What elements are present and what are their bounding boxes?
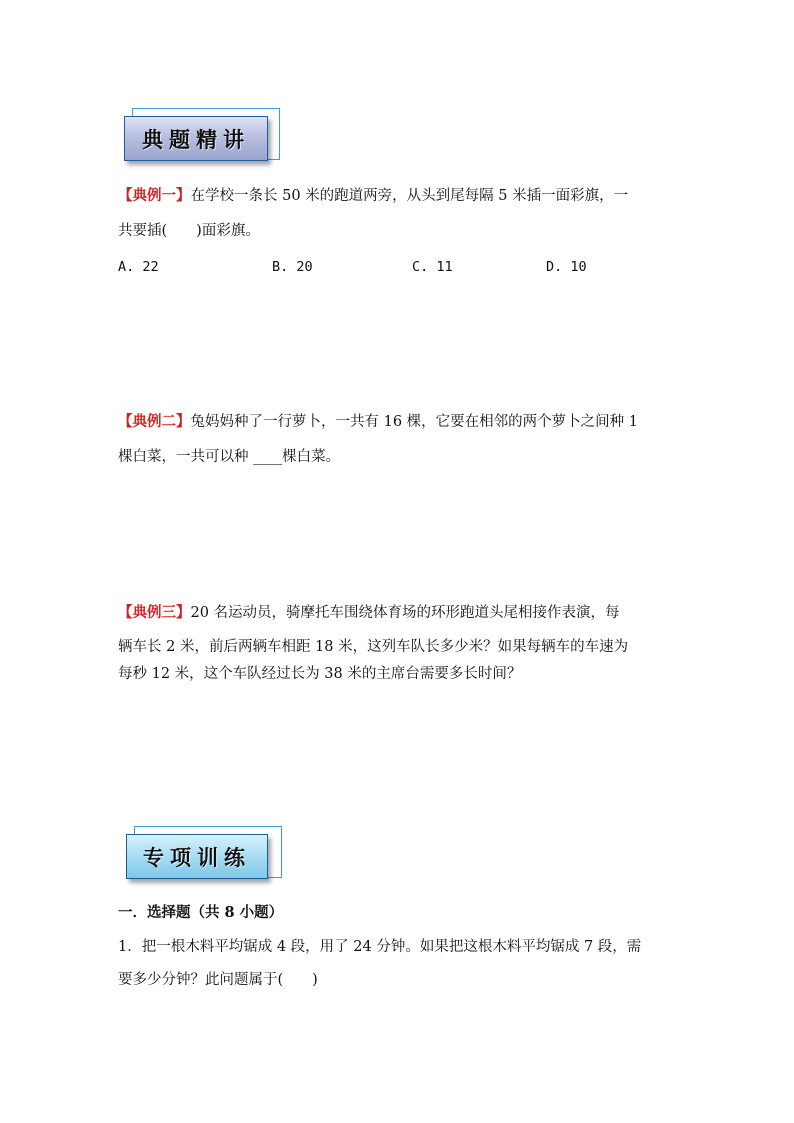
section-banner-examples xyxy=(124,108,280,166)
example-1-option-a: A. 22 xyxy=(118,259,159,275)
example-3-line-1 xyxy=(118,603,620,623)
example-3-text-1: 20 名运动员，骑摩托车围绕体育场的环形跑道头尾相接作表演，每 xyxy=(190,605,620,621)
example-3-line-3: 每秒 12 米，这个车队经过长为 38 米的主席台需要多长时间？ xyxy=(118,666,522,682)
example-2-label: 【典例二】 xyxy=(118,413,191,430)
example-2-line-2: 棵白菜，一共可以种 ____棵白菜。 xyxy=(118,449,341,465)
banner-title-examples: 典题精讲 xyxy=(124,116,268,161)
example-1-option-d: D. 10 xyxy=(546,259,587,275)
example-1-line-1 xyxy=(118,186,628,206)
example-1-line-2: 共要插( )面彩旗。 xyxy=(118,223,260,239)
example-2-text-1: 兔妈妈种了一行萝卜，一共有 16 棵，它要在相邻的两个萝卜之间种 1 xyxy=(190,414,639,430)
section-banner-practice xyxy=(126,826,282,884)
example-1-label: 【典例一】 xyxy=(118,187,191,204)
example-1-text-1: 在学校一条长 50 米的跑道两旁，从头到尾每隔 5 米插一面彩旗，一 xyxy=(190,188,629,204)
example-1-option-b: B. 20 xyxy=(272,259,313,275)
practice-heading: 一．选择题（共 8 小题） xyxy=(118,904,284,921)
example-1-option-c: C. 11 xyxy=(412,259,453,275)
question-1-line-1: 1．把一根木料平均锯成 4 段，用了 24 分钟。如果把这根木料平均锯成 7 段，需 xyxy=(118,939,642,955)
example-3-line-2: 辆车长 2 米，前后两辆车相距 18 米，这列车队长多少米？如果每辆车的车速为 xyxy=(118,639,629,655)
question-1-line-2: 要多少分钟？此问题属于( ) xyxy=(118,972,318,988)
example-2-line-1 xyxy=(118,412,638,432)
example-3-label: 【典例三】 xyxy=(118,604,191,621)
banner-title-practice: 专项训练 xyxy=(126,834,268,879)
